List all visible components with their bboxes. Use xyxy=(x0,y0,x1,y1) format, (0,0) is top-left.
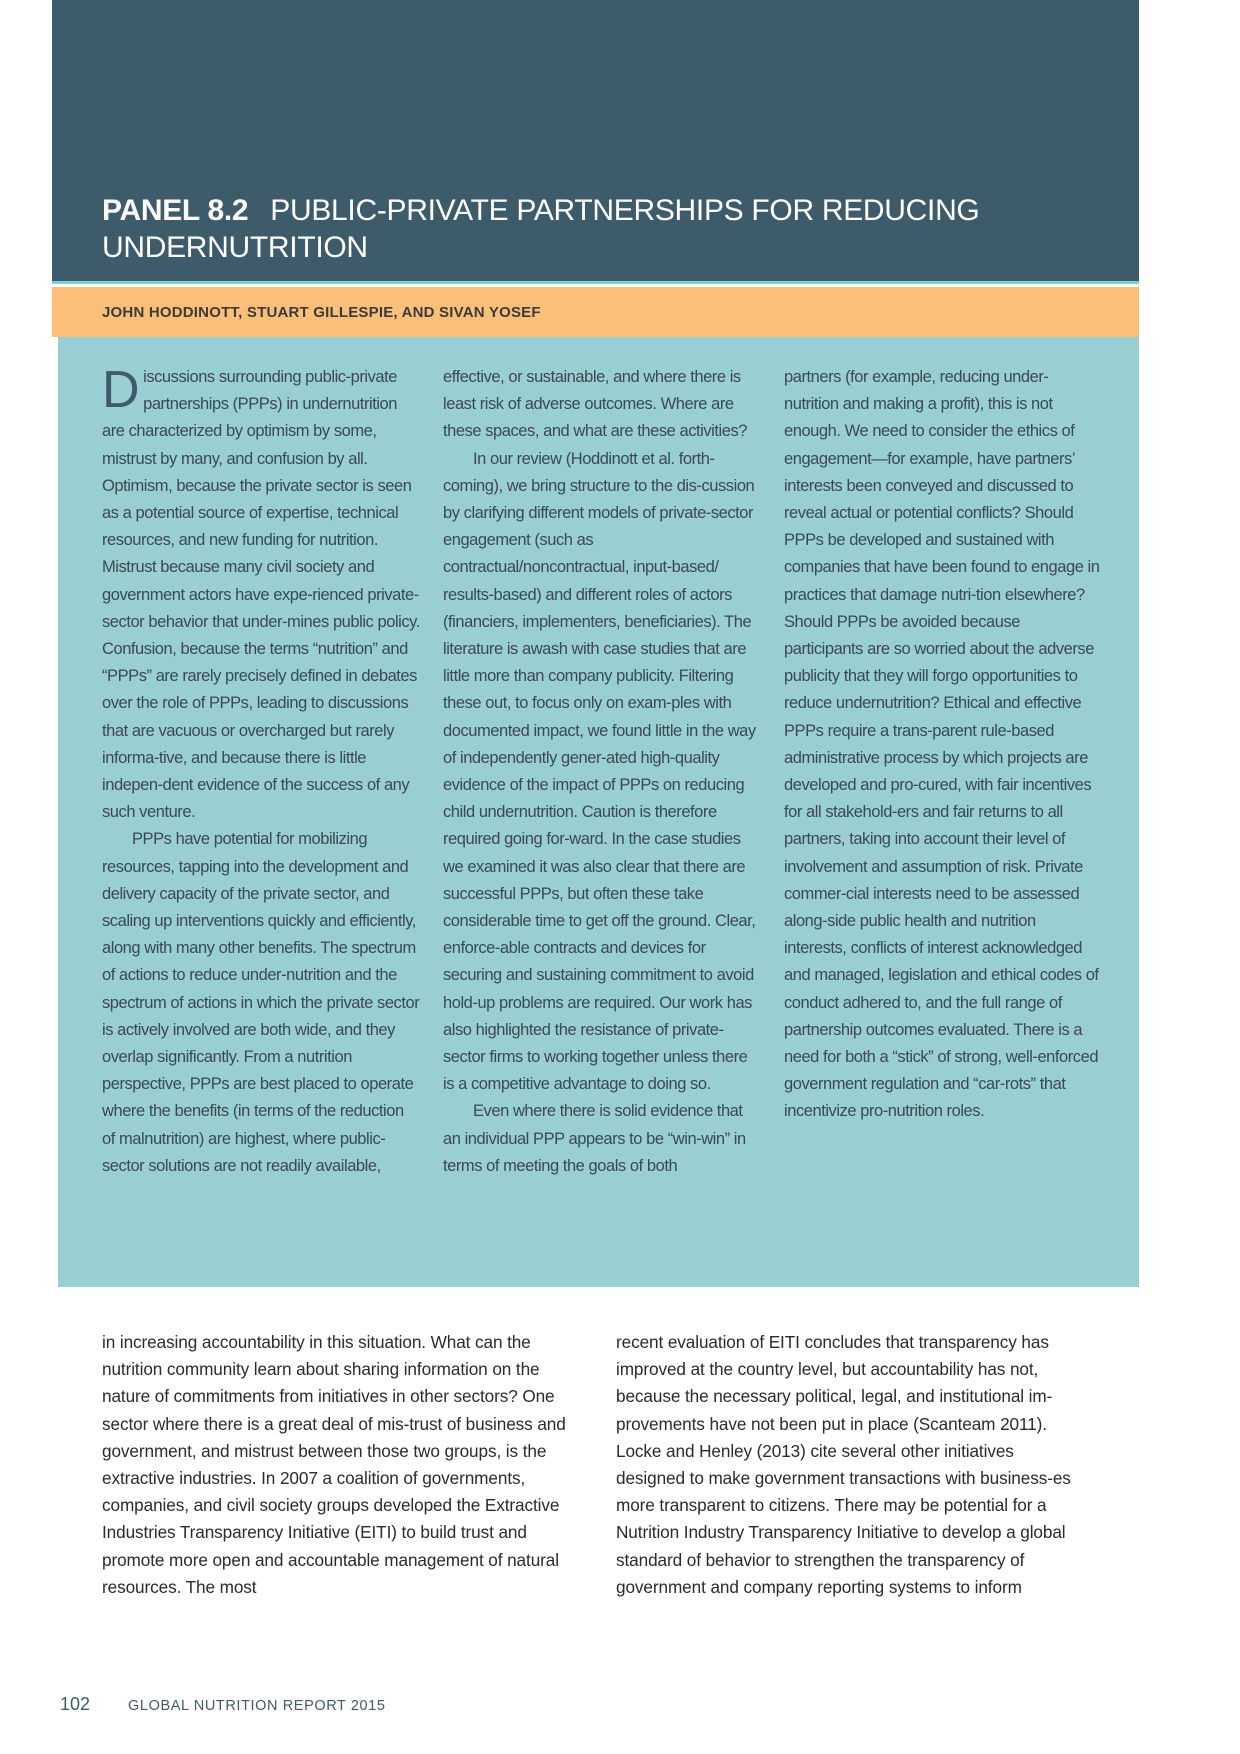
paragraph: in increasing accountability in this situation. What can the nutrition community learn about sharing information on the nature of commitments from initiatives in other sectors? One sector where there is a great deal of mis-trust of business and government, and mistrust between those two groups, is the extractive industries. In 2007 a coalition of governments, companies, and civil society groups developed the Extractive Industries Transparency Initiative (EITI) to build trust and promote more open and accountable management of natural resources. The most xyxy=(102,1332,566,1597)
panel-column-3 xyxy=(784,364,1102,1126)
paragraph xyxy=(102,361,420,826)
report-title: GLOBAL NUTRITION REPORT 2015 xyxy=(128,1698,386,1714)
paragraph: partners (for example, reducing under-nutrition and making a profit), this is not enough. We need to consider the ethics of engagement—for example, have partners’ interests been conveyed and discussed to reveal actual or potential conflicts? Should PPPs be developed and sustained with companies that have been found to engage in practices that damage nutri-tion elsewhere? Should PPPs be avoided because participants are so worried about the adverse publicity that they will forgo opportunities to reduce undernutrition? Ethical and effective PPPs require a trans-parent rule-based administrative process by which projects are developed and pro-cured, with fair incentives for all stakehold-ers and fair returns to all partners, taking into account their level of involvement and assumption of risk. Private commer-cial interests need to be assessed along-side public health and nutrition interests, conflicts of interest acknowledged and managed, legislation and ethical codes of conduct adhered to, and the full range of partnership outcomes evaluated. There is a need for both a “stick” of strong, well-enforced government regulation and “car-rots” that incentivize pro-nutrition roles. xyxy=(784,368,1100,1121)
paragraph: PPPs have potential for mobilizing resources, tapping into the development and delivery capacity of the private sector, and scaling up interventions quickly and efficiently, along with many other benefits. The spectrum of actions to reduce under-nutrition and the spectrum of actions in which the private sector is actively involved are both wide, and they overlap significantly. From a nutrition perspective, PPPs are best placed to operate where the benefits (in terms of the reduction of malnutrition) are highest, where public-sector solutions are not readily available, xyxy=(102,830,420,1175)
paragraph-text: iscussions surrounding public-private partnerships (PPPs) in undernutrition are characterized by optimism by some, mistrust by many, and confusion by all. Optimism, because the private sector is seen as a potential source of expertise, technical resources, and new funding for nutrition. Mistrust because many civil society and government actors have expe-rienced private-sector behavior that under-mines public policy. Confusion, because the terms “nutrition” and “PPPs” are rarely precisely defined in debates over the role of PPPs, leading to discussions that are vacuous or overcharged but rarely informa-tive, and because there is little indepen-dent evidence of the success of any such venture. xyxy=(102,368,420,822)
page-footer xyxy=(60,1694,386,1715)
panel-title-text: PUBLIC-PRIVATE PARTNERSHIPS FOR REDUCING UNDERNUTRITION xyxy=(102,194,980,264)
body-column-2 xyxy=(616,1329,1081,1601)
authors-bar xyxy=(52,287,1139,337)
panel-body xyxy=(58,337,1139,1287)
paragraph: In our review (Hoddinott et al. forth-coming), we bring structure to the dis-cussion by clarifying different models of private-sector engagement (such as contractual/noncontractual, input-based/ results-based) and different roles of actors (financiers, implementers, beneficiaries). The literature is awash with case studies that are little more than company publicity. Filtering these out, to focus only on exam-ples with documented impact, we found little in the way of independently gener-ated high-quality evidence of the impact of PPPs on reducing child undernutrition. Caution is therefore required going for-ward. In the case studies we examined it was also clear that there are successful PPPs, but often these take considerable time to get off the ground. Clear, enforce-able contracts and devices for securing and sustaining commitment to avoid hold-up problems are required. Our work has also highlighted the resistance of private-sector firms to working together unless there is a competitive advantage to doing so. xyxy=(443,449,756,1094)
page-number: 102 xyxy=(60,1694,91,1714)
panel-title xyxy=(102,192,1002,266)
paragraph: Even where there is solid evidence that an individual PPP appears to be “win-win” in terms of meeting the goals of both xyxy=(443,1102,746,1175)
header-divider xyxy=(52,281,1139,284)
panel-number: PANEL 8.2 xyxy=(102,194,249,227)
panel-authors: JOHN HODDINOTT, STUART GILLESPIE, AND SIVAN YOSEF xyxy=(102,304,541,321)
panel-column-2 xyxy=(443,364,761,1180)
drop-cap: D xyxy=(102,361,140,419)
panel-column-1 xyxy=(102,361,420,1180)
paragraph: recent evaluation of EITI concludes that transparency has improved at the country level, but accountability has not, because the necessary political, legal, and institutional im-provements have not been put in place (Scanteam 2011). Locke and Henley (2013) cite several other initiatives designed to make government transactions with business-es more transparent to citizens. There may be potential for a Nutrition Industry Transparency Initiative to develop a global standard of behavior to strengthen the transparency of government and company reporting systems to inform xyxy=(616,1332,1071,1597)
body-column-1 xyxy=(102,1329,567,1601)
paragraph: effective, or sustainable, and where there is least risk of adverse outcomes. Where are these spaces, and what are these activities? xyxy=(443,368,747,441)
